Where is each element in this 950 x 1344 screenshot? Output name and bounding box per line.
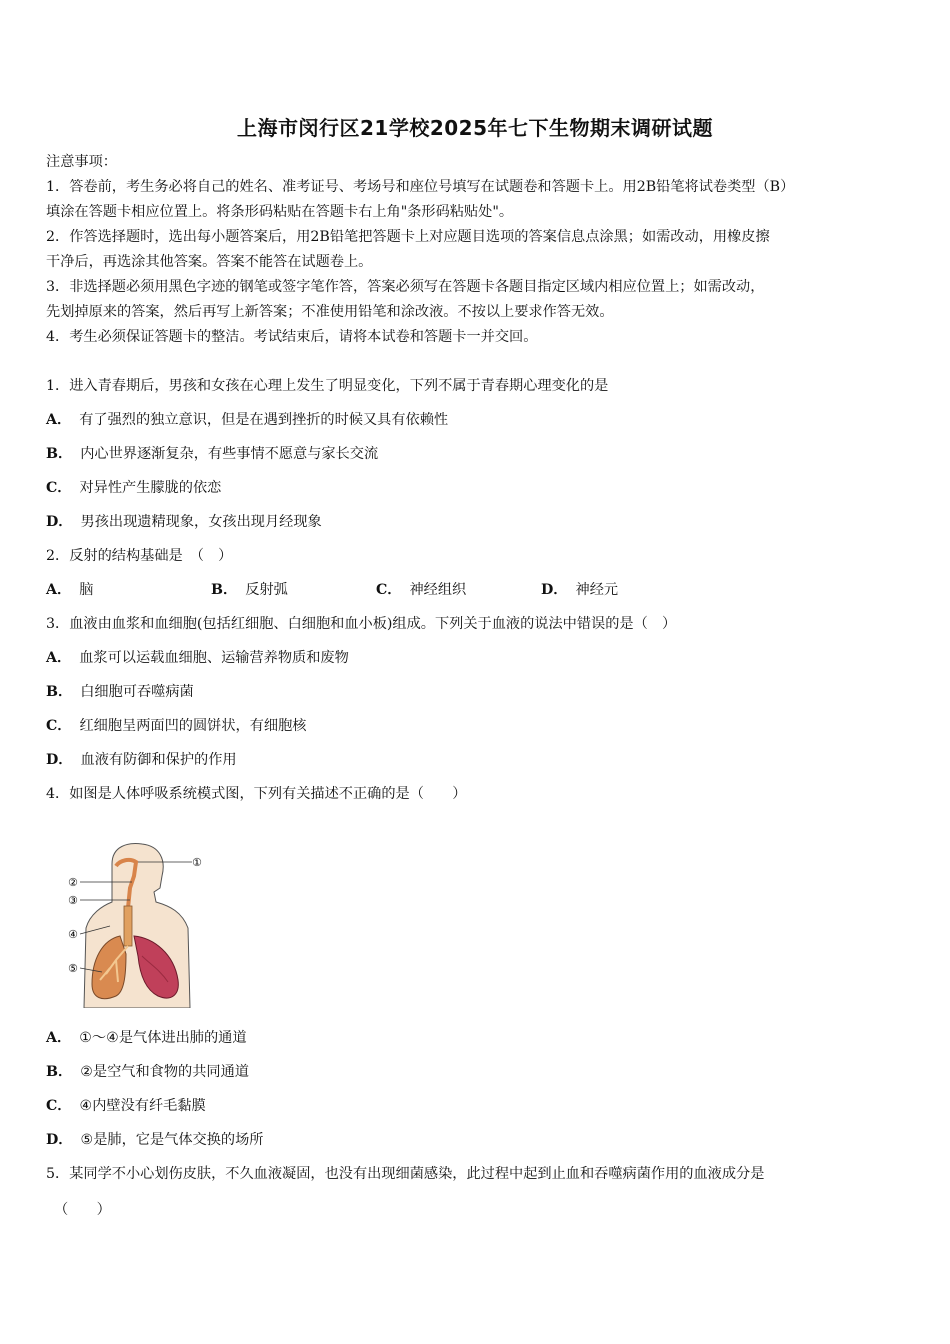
question-3-option-c: C． 红细胞呈两面凹的圆饼状，有细胞核 xyxy=(46,718,307,734)
page-title: 上海市闵行区21学校2025年七下生物期末调研试题 xyxy=(237,116,713,140)
notice-line: 先划掉原来的答案，然后再写上新答案；不准使用铅笔和涂改液。不按以上要求作答无效。 xyxy=(46,304,614,320)
figure-label-2: ② xyxy=(68,876,78,889)
figure-label-3: ③ xyxy=(68,894,78,907)
notice-heading: 注意事项： xyxy=(46,154,117,170)
question-5-stem: 5．某同学不小心划伤皮肤，不久血液凝固，也没有出现细菌感染，此过程中起到止血和吞噬病菌作用的血液成分是 xyxy=(46,1166,765,1182)
question-4-stem: 4．如图是人体呼吸系统模式图，下列有关描述不正确的是（ ） xyxy=(46,786,467,802)
question-3-option-b: B． 白细胞可吞噬病菌 xyxy=(46,684,194,700)
notice-line: 4．考生必须保证答题卡的整洁。考试结束后，请将本试卷和答题卡一并交回。 xyxy=(46,329,538,345)
notice-line: 2．作答选择题时，选出每小题答案后，用2B铅笔把答题卡上对应题目选项的答案信息点涂黑；如需改动，用橡皮擦 xyxy=(46,229,770,245)
question-4-option-d: D． ⑤是肺，它是气体交换的场所 xyxy=(46,1132,264,1148)
question-2-option-b: B． 反射弧 xyxy=(211,582,288,598)
figure-label-1: ① xyxy=(192,856,202,869)
question-1-stem: 1．进入青春期后，男孩和女孩在心理上发生了明显变化，下列不属于青春期心理变化的是 xyxy=(46,378,609,394)
notice-section xyxy=(46,150,906,350)
question-3-option-d: D． 血液有防御和保护的作用 xyxy=(46,752,237,768)
question-1-option-d: D． 男孩出现遗精现象，女孩出现月经现象 xyxy=(46,514,322,530)
question-4-option-b: B． ②是空气和食物的共同通道 xyxy=(46,1064,249,1080)
figure-label-4: ④ xyxy=(68,928,78,941)
question-2-option-a: A． 脑 xyxy=(46,582,94,598)
notice-line: 干净后，再选涂其他答案。答案不能答在试题卷上。 xyxy=(46,254,373,270)
question-3-option-a: A． 血浆可以运载血细胞、运输营养物质和废物 xyxy=(46,650,349,666)
notice-line: 1．答卷前，考生务必将自己的姓名、准考证号、考场号和座位号填写在试题卷和答题卡上。用2B铅笔将试卷类型（B） xyxy=(46,179,795,195)
question-4-option-a: A． ①～④是气体进出肺的通道 xyxy=(46,1030,247,1046)
notice-line: 3．非选择题必须用黑色字迹的钢笔或签字笔作答，答案必须写在答题卡各题目指定区域内相应位置上；如需改动， xyxy=(46,279,765,295)
respiratory-system-diagram xyxy=(50,836,220,1008)
question-2-options xyxy=(46,580,906,600)
question-5-blank: （ ） xyxy=(54,1202,111,1218)
question-2-option-d: D． 神经元 xyxy=(541,582,619,598)
question-2-option-c: C． 神经组织 xyxy=(376,582,467,598)
figure-label-5: ⑤ xyxy=(68,962,78,975)
question-2-stem: 2．反射的结构基础是 （ ） xyxy=(46,548,233,564)
question-4-option-c: C． ④内壁没有纤毛黏膜 xyxy=(46,1098,206,1114)
notice-line: 填涂在答题卡相应位置上。将条形码粘贴在答题卡右上角"条形码粘贴处"。 xyxy=(46,204,514,220)
question-1-option-a: A． 有了强烈的独立意识，但是在遇到挫折的时候又具有依赖性 xyxy=(46,412,449,428)
question-1-option-b: B． 内心世界逐渐复杂，有些事情不愿意与家长交流 xyxy=(46,446,379,462)
question-3-stem: 3．血液由血浆和血细胞(包括红细胞、白细胞和血小板)组成。下列关于血液的说法中错误的是（ ） xyxy=(46,616,677,632)
question-1-option-c: C． 对异性产生朦胧的依恋 xyxy=(46,480,222,496)
